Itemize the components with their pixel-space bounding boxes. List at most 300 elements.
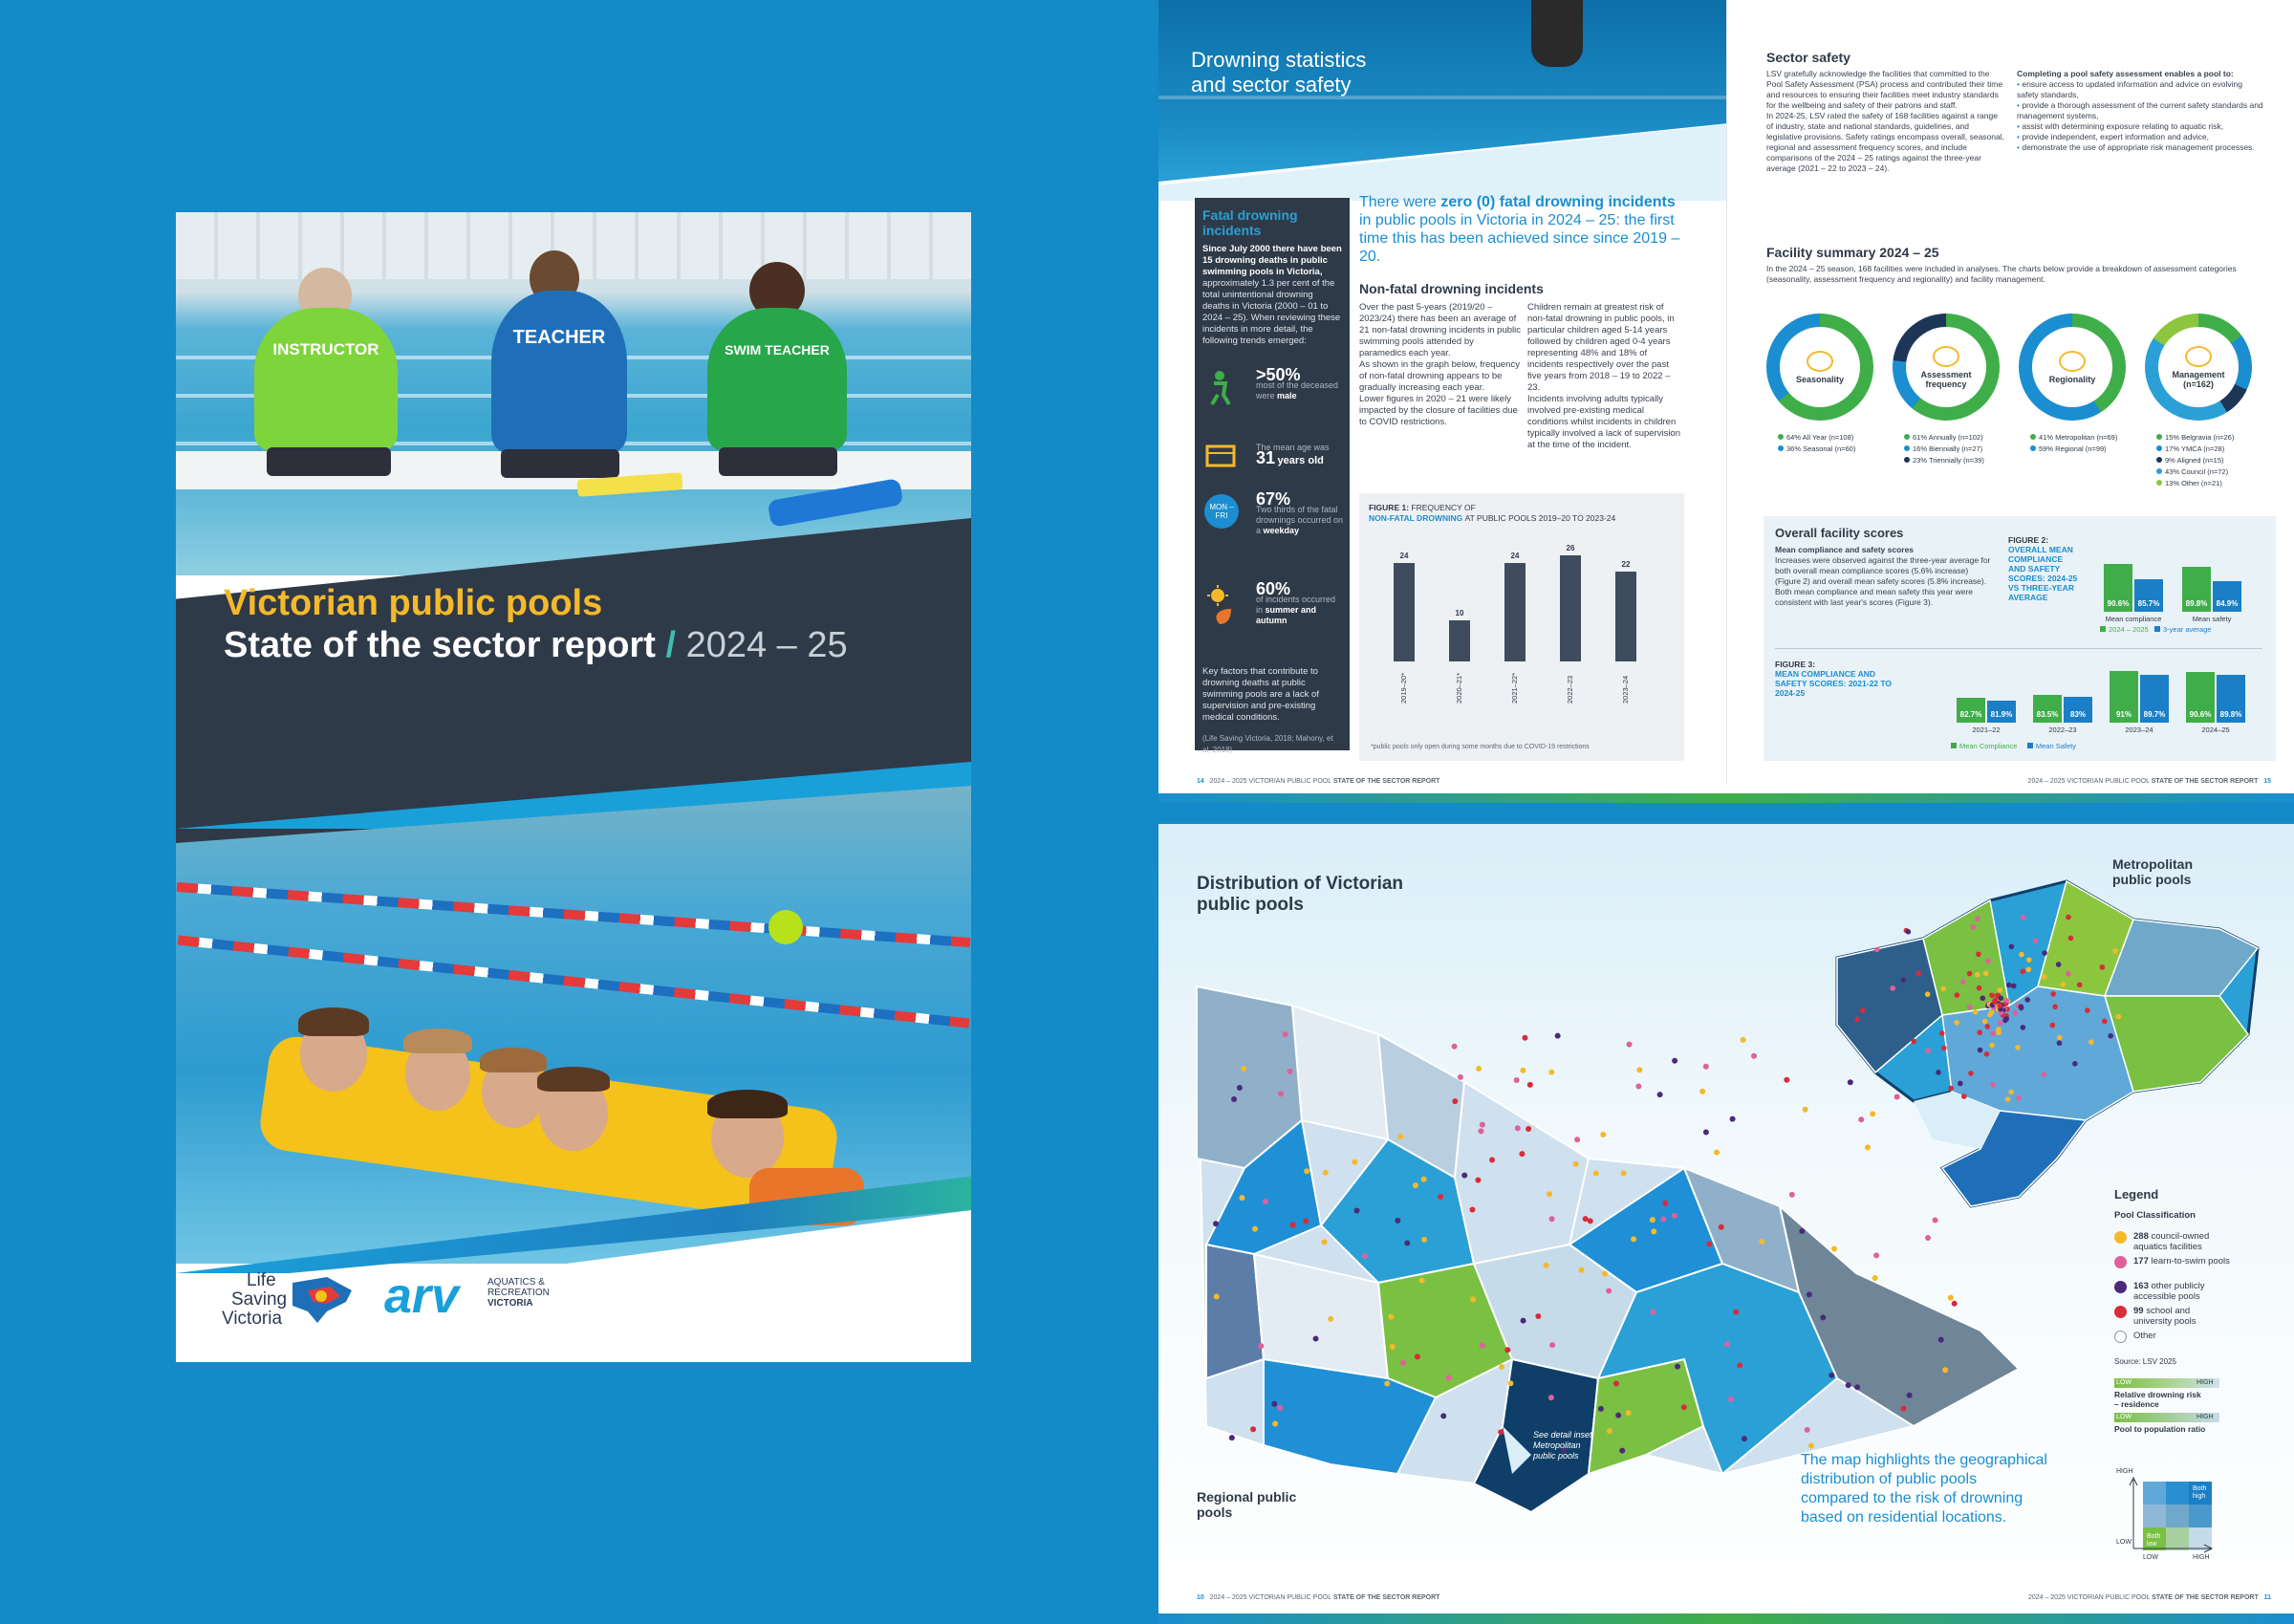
pool-marker — [1651, 1228, 1656, 1234]
gears-icon — [2185, 346, 2212, 367]
donut-label: Assessment frequency — [1920, 369, 1972, 389]
paragraph: Over the past 5-years (2019/20 – 2023/24) there has been an average of 21 non-fatal drowning incidents in public swimming pools attended by paramedics each year. — [1359, 302, 1521, 358]
pool-marker — [1906, 929, 1912, 935]
pool-marker — [1476, 1066, 1482, 1072]
pool-marker — [1421, 1177, 1427, 1182]
pool-marker — [1548, 1395, 1554, 1400]
figure1-title-a: FREQUENCY OF — [1411, 503, 1476, 512]
chart-bar — [1615, 572, 1636, 661]
donut-legend-item: 64% All Year (n=108) — [1778, 432, 1894, 444]
benefit-item: • demonstrate the use of appropriate risk management processes. — [2017, 142, 2255, 152]
donut-legend-item: 15% Belgravia (n=26) — [2156, 432, 2273, 444]
figure1-title-b: NON-FATAL DROWNING — [1369, 513, 1463, 523]
pool-marker — [2019, 952, 2024, 958]
pool-marker — [1397, 1134, 1403, 1139]
zero-fatal-lead — [1359, 193, 1684, 266]
paragraph: As shown in the graph below, frequency of non-fatal drowning appears to be gradually increasing each year. — [1359, 359, 1520, 393]
pool-marker — [1419, 1278, 1425, 1284]
map-caption — [1801, 1451, 2047, 1527]
benefit-item: • provide independent, expert information and advice, — [2017, 132, 2209, 141]
pool-marker — [1967, 1005, 1973, 1010]
arv-logo-line: AQUATICS & — [487, 1277, 545, 1288]
footer-left — [1197, 778, 1439, 785]
caption-line: The map highlights the geographical — [1801, 1452, 2047, 1468]
figure3-label — [1775, 660, 1892, 698]
pool-marker — [1942, 1367, 1948, 1373]
pool-marker — [1499, 1364, 1504, 1370]
page-number: 15 — [2263, 778, 2271, 785]
legend-dot-icon — [2114, 1331, 2127, 1343]
pool-marker — [1636, 1067, 1642, 1072]
pool-marker — [1290, 1223, 1296, 1228]
pool-marker — [1912, 1039, 1917, 1045]
pool-marker — [2042, 1072, 2047, 1077]
pool-marker — [2077, 983, 2083, 988]
legend-title: Legend — [2114, 1187, 2159, 1202]
swimmer-icon — [1204, 370, 1233, 399]
caption-line: based on residential locations. — [1801, 1509, 2007, 1526]
pool-marker — [1714, 1150, 1720, 1156]
pool-marker — [1213, 1221, 1219, 1226]
pool-marker — [1480, 1343, 1485, 1349]
legend-item: 177 learn-to-swim pools — [2133, 1256, 2230, 1267]
chart-data-label: 90.6% — [2189, 710, 2212, 719]
pool-marker — [1970, 924, 1976, 930]
pool-marker — [1283, 1031, 1288, 1037]
pool-marker — [1737, 1362, 1742, 1368]
pool-marker — [1803, 1107, 1808, 1113]
benefit-item: • assist with determining exposure relating to aquatic risk, — [2017, 121, 2224, 131]
pool-marker — [1977, 1029, 1982, 1035]
chart-bar — [1560, 555, 1581, 661]
pool-marker — [1520, 1068, 1526, 1073]
nonfatal-col1 — [1359, 302, 1522, 428]
pool-marker — [1985, 958, 1991, 964]
pool-marker — [1936, 1070, 1941, 1075]
pool-marker — [1662, 1201, 1668, 1206]
pool-marker — [2057, 1035, 2063, 1041]
donut-label: Regionality — [2048, 374, 2096, 384]
legend-item: Other — [2133, 1331, 2156, 1341]
pool-marker — [1650, 1217, 1656, 1223]
pool-marker — [1799, 1228, 1805, 1234]
scores-subtitle: Mean compliance and safety scores — [1775, 545, 1915, 554]
chart-tick-label: 2022–23 — [2048, 725, 2077, 734]
pool-marker — [1626, 1410, 1632, 1416]
chart-data-label: 89.8% — [2219, 710, 2242, 719]
pool-marker — [1438, 1194, 1443, 1200]
sector-safety-title: Sector safety — [1766, 50, 1850, 65]
cover-title: Victorian public pools — [224, 583, 603, 623]
pool-marker — [1239, 1195, 1244, 1201]
sun-icon — [1807, 351, 1833, 372]
legend-dot-icon — [2114, 1281, 2127, 1293]
chart-data-label: 83% — [2069, 710, 2086, 719]
pool-marker — [1997, 987, 2002, 993]
pool-marker — [1231, 1096, 1237, 1102]
pool-marker — [1214, 1294, 1220, 1300]
pool-marker — [1915, 971, 1921, 977]
pool-marker — [1328, 1316, 1333, 1322]
figure2-plot — [2100, 531, 2268, 627]
lsv-logo — [218, 1271, 287, 1329]
benefit-text: demonstrate the use of appropriate risk management processes. — [2022, 142, 2255, 152]
chart-tick-label: 2021–22* — [1510, 672, 1519, 704]
pool-marker — [1820, 1314, 1826, 1320]
legend-dot-icon — [2114, 1231, 2127, 1244]
figure1-note: *public pools only open during some months due to COVID-19 restrictions — [1371, 744, 1590, 750]
pool-classification-title: Pool Classification — [2114, 1210, 2196, 1221]
mon-fri-icon: MON –FRI — [1204, 494, 1239, 529]
pool-marker — [1489, 1157, 1495, 1162]
chart-bar — [1394, 563, 1415, 661]
stat-unit: years old — [1277, 455, 1324, 466]
pool-marker — [1973, 1009, 1979, 1015]
pool-marker — [2088, 1039, 2094, 1045]
figure1-title-c: AT PUBLIC POOLS 2019–20 TO 2023-24 — [1464, 513, 1616, 523]
pool-marker — [1631, 1236, 1636, 1242]
pool-marker — [1706, 1241, 1712, 1246]
footer-right — [2028, 1594, 2271, 1601]
map-title-line: public pools — [1197, 895, 1304, 915]
benefits-title: Completing a pool safety assessment enables a pool to: — [2017, 69, 2234, 78]
chart-bar — [1449, 620, 1470, 661]
pool-marker — [1681, 1404, 1687, 1410]
pool-marker — [1925, 991, 1931, 997]
donut-legend-item: 59% Regional (n=99) — [2030, 444, 2147, 455]
footer-text: 2024 – 2025 VICTORIAN PUBLIC POOL — [1209, 1594, 1331, 1601]
donut-center — [1780, 327, 1860, 407]
pool-marker — [1660, 1216, 1666, 1222]
paragraph: Incidents involving adults typically involved pre-existing medical conditions whilst incidents in children typically involved a lack of supervision at the time of the incident. — [1527, 394, 1680, 450]
pool-marker — [1846, 1382, 1851, 1388]
pool-marker — [1854, 1384, 1860, 1390]
benefit-text: ensure access to updated information and advice on evolving safety standards, — [2017, 79, 2242, 99]
figure1-plot — [1388, 543, 1665, 711]
chart-tick-label: 2023–24 — [1621, 675, 1630, 704]
paragraph: Lower figures in 2020 – 21 were likely impacted by the closure of facilities due to COVID restrictions. — [1359, 394, 1518, 427]
donut-chart — [1893, 314, 2000, 421]
paragraph: Increases were observed against the three-year average for both overall mean compliance scores (5.6% increase) (Figure 2) and overall mean safety scores (5.8% increase). Both mean compliance and mean safety this year were consistent with last year's scores (Figure 3). — [1775, 555, 1991, 607]
pool-marker — [1549, 1216, 1555, 1222]
chart-data-label: 89.7% — [2143, 710, 2166, 719]
calendar-icon — [1933, 346, 1959, 367]
pool-marker — [2015, 1045, 2021, 1050]
pool-marker — [1250, 1426, 1256, 1432]
cover-subtitle-text: State of the sector report — [224, 625, 656, 665]
donut-legend-item: 36% Seasonal (n=60) — [1778, 444, 1894, 455]
pool-marker — [1805, 1427, 1810, 1433]
donut-legend — [2030, 432, 2147, 455]
pool-marker — [1515, 1125, 1521, 1131]
map-title — [1197, 874, 1403, 916]
pool-marker — [2011, 984, 2017, 989]
stat-value: 31 — [1256, 448, 1276, 467]
pool-marker — [1544, 1263, 1549, 1268]
pool-marker — [1650, 1310, 1656, 1315]
divider — [1775, 648, 2262, 649]
footer-text: 2024 – 2025 VICTORIAN PUBLIC POOL — [1209, 778, 1331, 785]
figure1-chart — [1359, 493, 1684, 761]
pool-marker — [1874, 947, 1880, 953]
facility-summary-title: Facility summary 2024 – 25 — [1766, 245, 1939, 260]
pool-marker — [1304, 1168, 1309, 1174]
inset-note-line: Metropolitan — [1533, 1440, 1581, 1450]
pool-marker — [1272, 1421, 1278, 1427]
chart-bar — [1504, 563, 1526, 661]
pool-marker — [1258, 1343, 1264, 1349]
pool-marker — [1975, 916, 1980, 921]
pool-marker — [1446, 1375, 1452, 1380]
pool-marker — [1741, 1037, 1746, 1043]
pool-marker — [1452, 1044, 1458, 1050]
figure-label-line: VS THREE-YEAR — [2008, 583, 2074, 593]
pool-marker — [1475, 1178, 1481, 1183]
pool-marker — [2009, 944, 2015, 950]
pool-marker — [1598, 1406, 1604, 1412]
pool-marker — [1458, 1074, 1463, 1080]
cover-year: 2024 – 25 — [685, 625, 848, 665]
pool-marker — [1303, 1218, 1309, 1223]
pool-marker — [1555, 1033, 1561, 1039]
pool-marker — [1478, 1128, 1483, 1134]
key-factors: Key factors that contribute to drowning deaths at public swimming pools are a lack of supervision and pre-existing medical conditions. — [1202, 666, 1319, 723]
pool-marker — [1789, 1192, 1795, 1198]
pool-marker — [1728, 1397, 1734, 1402]
pool-marker — [2019, 1004, 2024, 1009]
pool-marker — [1975, 972, 1980, 978]
report-cover — [176, 212, 971, 1362]
figure2-legend — [2100, 625, 2211, 634]
chart-data-label: 10 — [1455, 609, 1464, 618]
pool-marker — [2003, 1016, 2009, 1022]
donut-label: Seasonality — [1795, 374, 1845, 384]
pool-marker — [2026, 966, 2032, 972]
chart-data-label: 24 — [1399, 552, 1409, 561]
paragraph: LSV gratefully acknowledge the facilities that committed to the Pool Safety Assessment (PSA) process and contributed their time and resources to ensuring their facilities meet industry standards for the wellbeing and safety of their patrons and staff. — [1766, 69, 2003, 110]
chart-data-label: 90.6% — [2107, 599, 2130, 608]
page-gutter — [1726, 0, 1727, 784]
pool-marker — [1615, 1413, 1621, 1418]
figure-label-line: FIGURE 3: — [1775, 660, 1816, 669]
pool-marker — [2021, 1025, 2026, 1030]
pool-marker — [1469, 1207, 1475, 1213]
legend-item: 99 school and university pools — [2133, 1306, 2197, 1327]
pool-marker — [1600, 1132, 1606, 1137]
pool-marker — [2013, 1010, 2019, 1016]
citation: (Life Saving Victoria, 2018; Mahony, et al, 2018) — [1202, 734, 1333, 754]
chart-tick-label: Mean safety — [2192, 615, 2232, 623]
metropolitan-inset-map — [1818, 862, 2267, 1225]
benefit-text: assist with determining exposure relating to aquatic risk, — [2022, 121, 2224, 131]
pool-marker — [1990, 1082, 1996, 1088]
legend-swatch — [1951, 743, 1957, 748]
pool-marker — [2072, 1061, 2078, 1067]
pool-marker — [1241, 1066, 1246, 1072]
facility-summary-intro: In the 2024 – 25 season, 168 facilities were included in analyses. The charts below provide a breakdown of assessment categories (seasonality, assessment frequency and regionality) and facility management. — [1766, 264, 2237, 284]
stat-text: most of the deceased were — [1256, 380, 1339, 401]
legend-swatch — [2154, 626, 2160, 632]
metro-label — [2112, 856, 2193, 887]
chart-tick-label: 2022–23 — [1566, 675, 1574, 704]
chart-tick-label: Mean compliance — [2105, 615, 2162, 623]
pool-marker — [1404, 1241, 1410, 1246]
benefit-text: provide independent, expert information and advice, — [2022, 132, 2209, 141]
pool-marker — [2049, 1023, 2055, 1029]
pool-marker — [2024, 997, 2030, 1003]
pool-marker — [2056, 962, 2062, 967]
pool-marker — [1977, 985, 1982, 991]
pool-marker — [1675, 1364, 1680, 1370]
pool-marker — [1574, 1137, 1580, 1142]
pool-marker — [1504, 1347, 1510, 1353]
sidebar-intro: approximately 1.3 per cent of the total unintentional drowning deaths in Victoria (2000 – 01 to 2024 – 25). When reviewing these incidents in more detail, the following trends emerged: — [1202, 278, 1341, 346]
pool-marker — [1547, 1191, 1552, 1197]
pool-marker — [1872, 1275, 1878, 1281]
scores-text — [1775, 545, 1995, 608]
chart-data-label: 82.7% — [1959, 710, 1982, 719]
pool-marker — [1997, 1003, 2002, 1008]
matrix-low-x: LOW — [2143, 1554, 2158, 1561]
spread-pool-distribution — [1158, 824, 2294, 1624]
pool-marker — [1549, 1342, 1555, 1348]
lsv-logo-line: Victoria — [222, 1309, 283, 1329]
footer-bold: STATE OF THE SECTOR REPORT — [2152, 1594, 2259, 1601]
pool-marker — [2033, 938, 2039, 943]
pool-marker — [2112, 948, 2118, 954]
legend-label: Mean Compliance — [1959, 742, 2018, 750]
figure-label-line: OVERALL MEAN — [2008, 545, 2073, 554]
pool-marker — [1939, 1030, 1945, 1036]
pool-marker — [1514, 1077, 1520, 1083]
pool-marker — [1733, 1310, 1739, 1315]
pool-marker — [1354, 1207, 1360, 1213]
sun-leaf-icon — [1204, 584, 1233, 613]
pool-marker — [2026, 957, 2032, 963]
pool-marker — [1961, 1093, 1967, 1099]
pool-marker — [1461, 1173, 1467, 1179]
pool-marker — [1527, 1082, 1533, 1088]
sidebar-intro-bold: Since July 2000 there have been 15 drowning deaths in public swimming pools in Victoria, — [1202, 244, 1342, 277]
donut-legend — [2156, 432, 2273, 489]
pool-marker — [1672, 1058, 1677, 1064]
footer-bold: STATE OF THE SECTOR REPORT — [1332, 1594, 1440, 1601]
fatal-drowning-sidebar — [1195, 198, 1350, 754]
legend-label: 3-year average — [2162, 625, 2212, 634]
stat-strong: summer and autumn — [1256, 605, 1317, 625]
pool-marker — [1987, 1012, 1993, 1018]
page-number: 11 — [2263, 1594, 2271, 1601]
legend-dot-icon — [2114, 1256, 2127, 1268]
pool-marker — [1724, 1341, 1730, 1347]
caption-line: distribution of public pools — [1801, 1471, 1978, 1487]
pool-marker — [1395, 1218, 1400, 1223]
pool-marker — [1925, 1048, 1931, 1053]
pool-marker — [2005, 1096, 2011, 1102]
ratio-label: Pool to population ratio — [2114, 1424, 2206, 1434]
regional-label — [1197, 1489, 1296, 1520]
pool-marker — [2085, 1007, 2090, 1013]
donut-chart — [2145, 314, 2252, 421]
sidebar-title-line: Fatal drowning — [1202, 207, 1298, 223]
pool-marker — [1948, 1086, 1954, 1092]
matrix-text: low — [2147, 1541, 2157, 1548]
calendar-icon — [1204, 443, 1233, 471]
pool-marker — [1263, 1199, 1268, 1204]
pool-marker — [1452, 1098, 1458, 1104]
pool-marker — [1703, 1129, 1709, 1135]
pool-marker — [1996, 1027, 2002, 1032]
pool-marker — [1990, 1031, 1996, 1037]
pool-marker — [1627, 1042, 1633, 1048]
arv-logo-line: VICTORIA — [487, 1298, 533, 1309]
figure-label-line: COMPLIANCE — [2008, 554, 2064, 564]
pool-marker — [1984, 1051, 1990, 1057]
donut-center — [1906, 327, 1986, 407]
inset-note-line: See detail inset: — [1533, 1430, 1595, 1440]
pool-marker — [2100, 964, 2106, 970]
pool-marker — [2068, 936, 2074, 942]
donut-legend-item: 43% Council (n=72) — [2156, 466, 2273, 478]
inset-note-line: public pools — [1533, 1451, 1579, 1461]
bivariate-matrix — [2114, 1462, 2258, 1568]
nonfatal-title: Non-fatal drowning incidents — [1359, 281, 1544, 296]
arv-logo-mark: arv — [384, 1268, 460, 1324]
lead-post: in public pools in Victoria in 2024 – 25: the first time this has been achieved since since 2019 – 20. — [1359, 212, 1680, 265]
page-number: 14 — [1197, 778, 1204, 785]
paragraph: Children remain at greatest risk of non-fatal drowning in public pools, in particular children aged 5-14 years followed by children aged 0-4 years representing 48% and 18% of incidents respectively over the past five years from 2018 – 19 to 2022 – 23. — [1527, 302, 1675, 393]
assessment-benefits — [2017, 69, 2265, 153]
gradient-low: LOW — [2116, 1379, 2132, 1386]
stat-text: Two thirds of the fatal drownings occurred on a — [1256, 505, 1344, 535]
benefit-item: • ensure access to updated information and advice on evolving safety standards, — [2017, 79, 2242, 99]
pool-marker — [1998, 1020, 2003, 1026]
pool-marker — [1952, 1301, 1958, 1307]
matrix-text: Both — [2193, 1485, 2207, 1492]
lead-pre: There were — [1359, 194, 1441, 210]
shirt-label: INSTRUCTOR — [272, 340, 379, 358]
donut-legend — [1904, 432, 2021, 466]
pool-marker — [1982, 1019, 1988, 1025]
pool-marker — [1968, 1071, 1974, 1076]
pool-marker — [1507, 1380, 1513, 1386]
sidebar-title-line: incidents — [1202, 223, 1262, 238]
pool-marker — [1607, 1428, 1612, 1434]
pool-marker — [1829, 1373, 1834, 1378]
facility-donuts — [1766, 314, 2279, 514]
nonfatal-col2 — [1527, 302, 1684, 451]
figure-label-line: 2024-25 — [1775, 688, 1806, 698]
chart-data-label: 91% — [2115, 710, 2132, 719]
pool-marker — [1322, 1239, 1328, 1245]
footer-stripe — [1158, 1613, 2294, 1624]
metro-label-line: Metropolitan — [2112, 856, 2193, 872]
pool-marker — [1807, 1291, 1812, 1297]
donut-legend-item: 16% Biennially (n=27) — [1904, 444, 2021, 455]
pool-marker — [1730, 1116, 1736, 1122]
pool-marker — [1384, 1380, 1390, 1386]
pool-marker — [1593, 1170, 1599, 1176]
donut-legend-item: 61% Annually (n=102) — [1904, 432, 2021, 444]
pool-marker — [1323, 1170, 1329, 1176]
pool-marker — [1699, 1089, 1705, 1094]
pool-marker — [1277, 1405, 1283, 1411]
pool-marker — [1958, 1081, 1963, 1087]
donut-legend-item: 23% Triennially (n=39) — [1904, 455, 2021, 466]
matrix-axes — [2128, 1476, 2219, 1562]
pool-marker — [1873, 1252, 1879, 1258]
pool-marker — [2108, 1033, 2113, 1039]
